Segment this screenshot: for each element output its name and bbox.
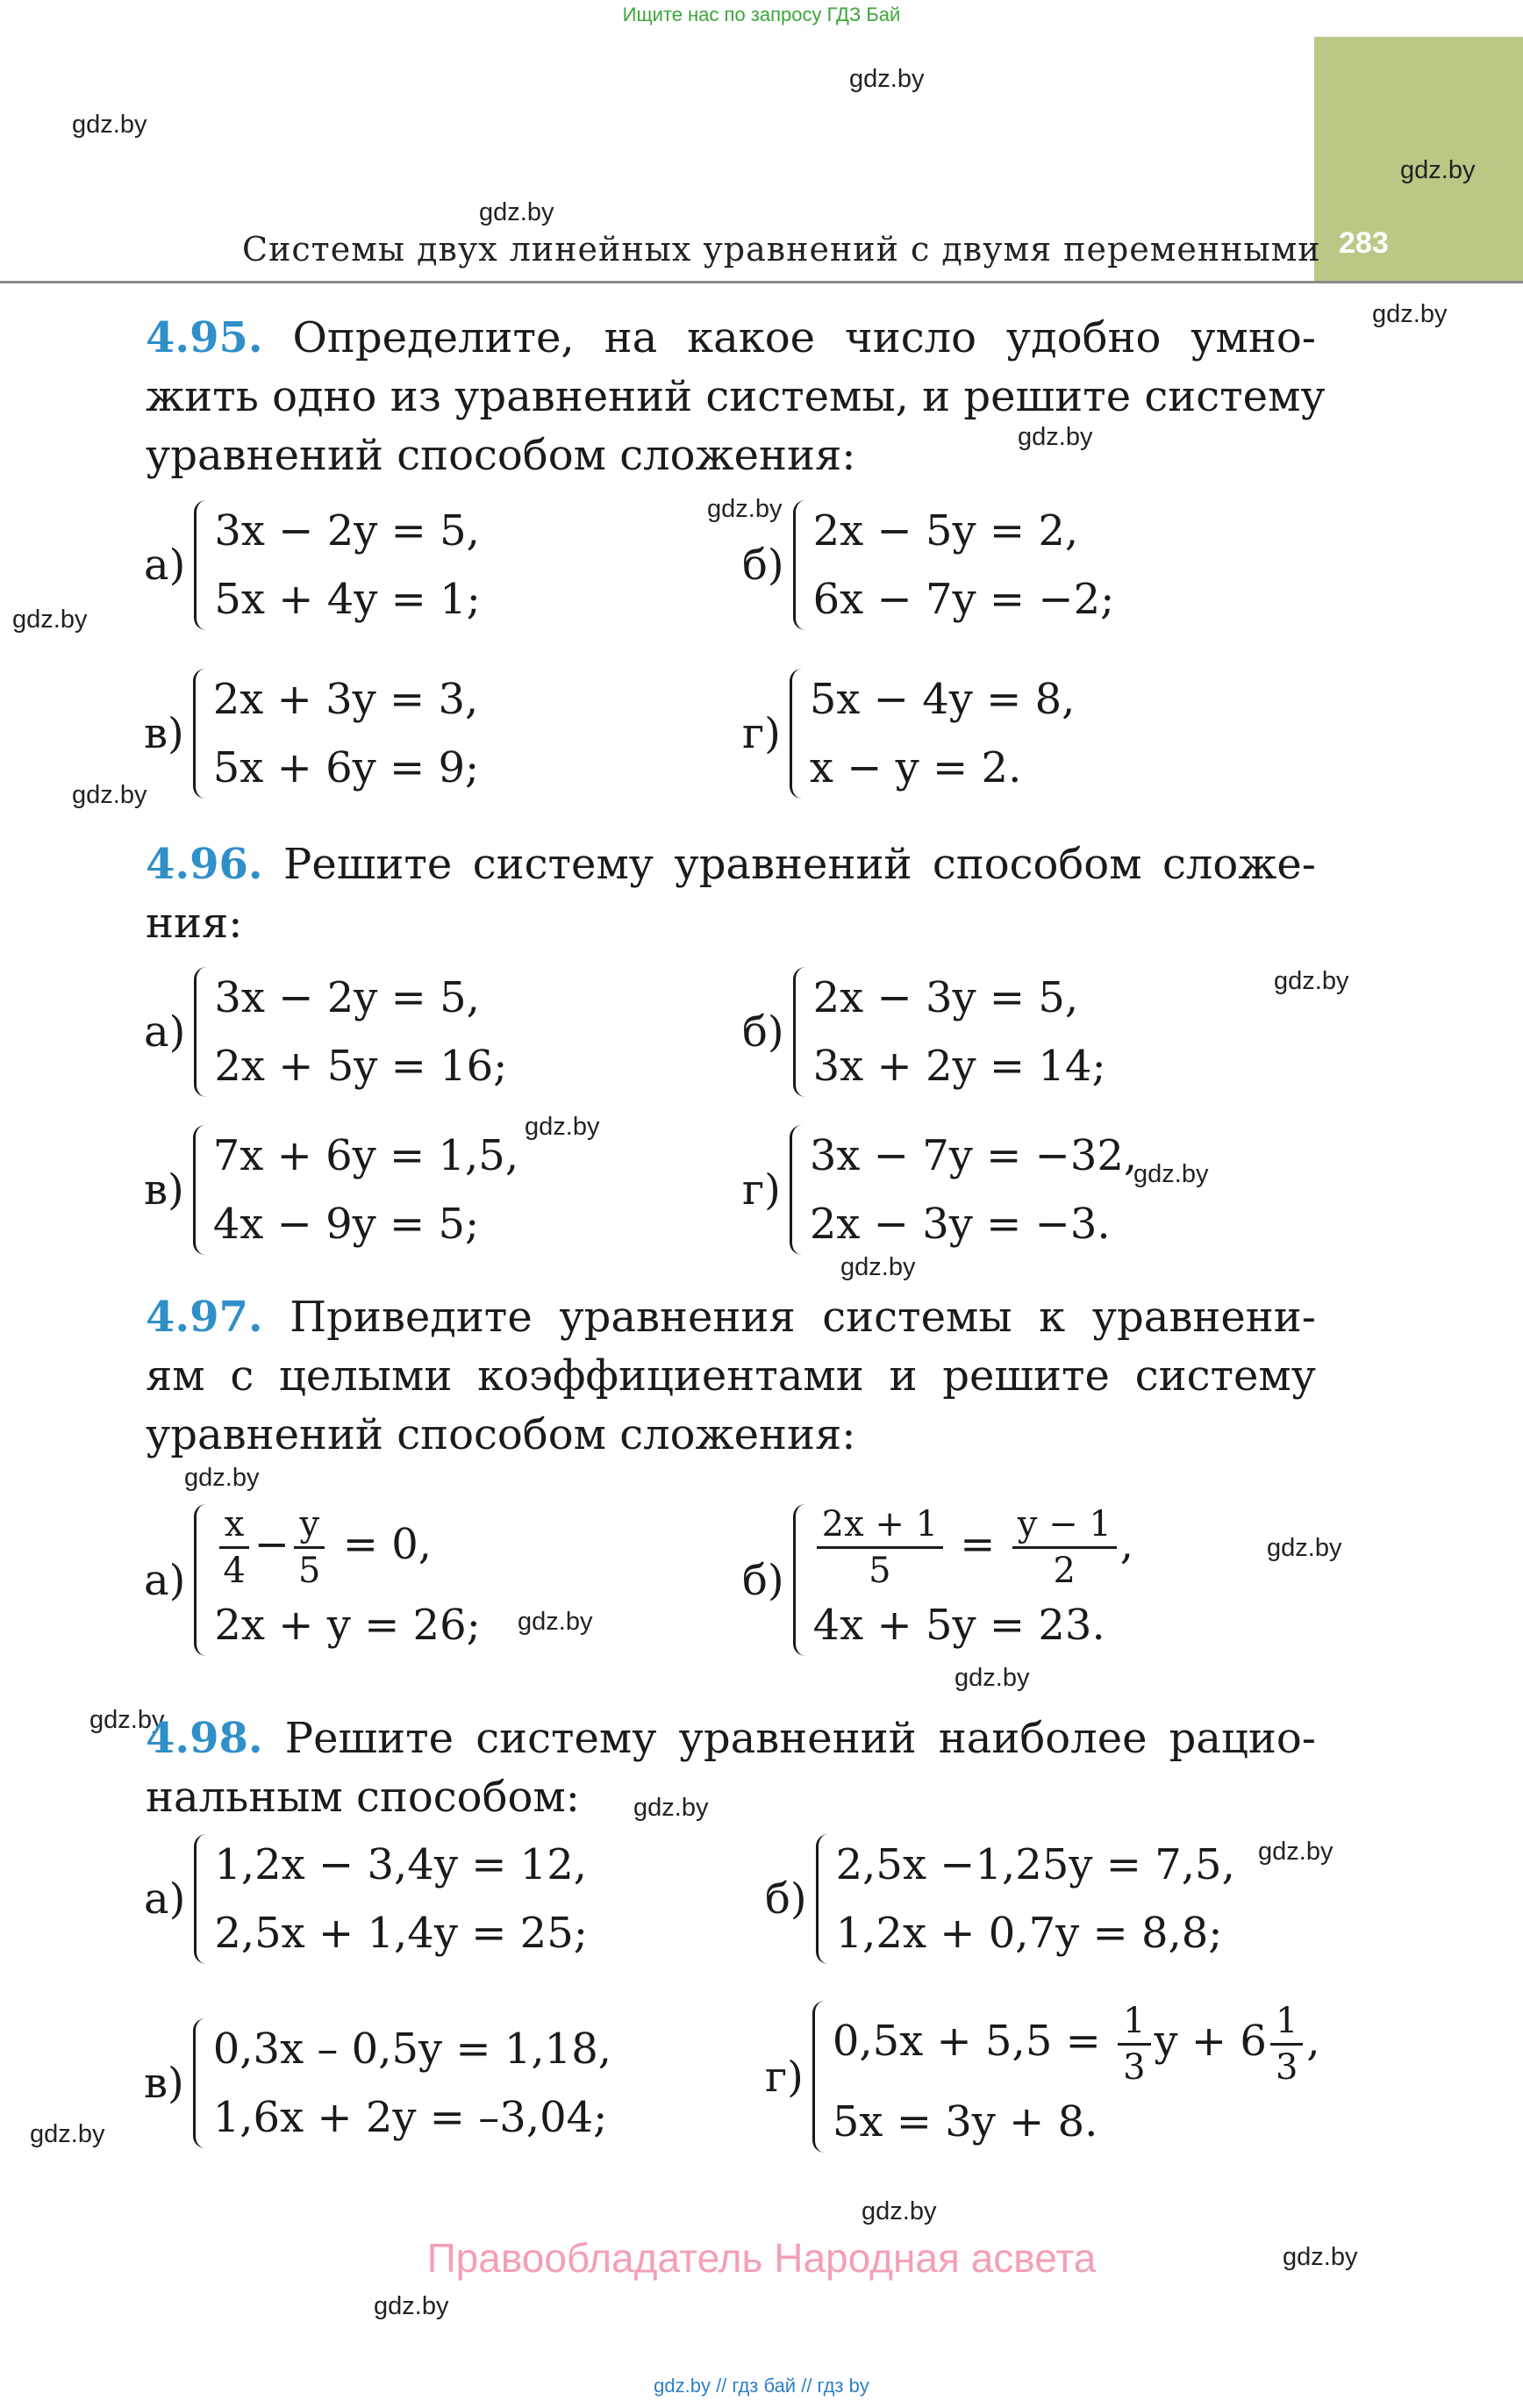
system-4-96-g: г) 3x − 7y = −32, 2x − 3y = −3. <box>742 1122 1137 1258</box>
watermark: gdz.by <box>1283 2243 1358 2271</box>
watermark: gdz.by <box>72 781 147 809</box>
watermark: gdz.by <box>633 1794 709 1822</box>
watermark: gdz.by <box>479 198 554 226</box>
problem-number: 4.95. <box>146 313 263 362</box>
watermark: gdz.by <box>12 606 88 634</box>
system-4-95-g: г) 5x − 4y = 8, x − y = 2. <box>742 665 1075 802</box>
header-rule <box>0 281 1523 283</box>
problem-4-98-statement: 4.98. Решите систему уравнений наиболее рацио- нальным способом: <box>146 1714 1316 1822</box>
system-4-96-b: б) 2x − 3y = 5, 3x + 2y = 14; <box>742 964 1106 1100</box>
system-4-97-a: а) $\frac{x}{4}$ − $\frac{y}{5}$ = 0, 2x + y = 26; <box>144 1501 481 1659</box>
problem-number: 4.96. <box>146 840 263 889</box>
system-4-98-v: в) 0,3x – 0,5y = 1,18, 1,6x + 2y = –3,04; <box>144 2015 611 2152</box>
top-banner: Ищите нас по запросу ГДЗ Бай <box>622 4 901 25</box>
watermark: gdz.by <box>1018 423 1093 451</box>
watermark: gdz.by <box>1400 156 1476 184</box>
watermark: gdz.by <box>518 1608 593 1636</box>
problem-4-95-statement: 4.95. Определите, на какое число удобно умно- жить одно из уравнений системы, и решите систему уравнений способом сложения: <box>146 313 1326 480</box>
watermark: gdz.by <box>1372 300 1448 328</box>
fraction: $\frac{2x + 1}{5}$ <box>817 1504 943 1591</box>
system-4-95-v: в) 2x + 3y = 3, 5x + 6y = 9; <box>144 665 479 802</box>
watermark: gdz.by <box>30 2120 105 2148</box>
watermark: gdz.by <box>525 1113 600 1141</box>
watermark: gdz.by <box>862 2197 937 2225</box>
watermark: gdz.by <box>1258 1838 1334 1866</box>
problem-4-97-statement: 4.97. Приведите уравнения системы к уравнени- ям с целыми коэффициентами и решите систему уравнений способом сложения: <box>146 1293 1316 1459</box>
fraction: $\frac{1}{3}$ <box>1118 2001 1150 2088</box>
fraction: $\frac{x}{4}$ <box>218 1504 250 1591</box>
system-4-96-v: в) 7x + 6y = 1,5, 4x − 9y = 5; <box>144 1122 518 1258</box>
watermark: gdz.by <box>72 111 147 139</box>
fraction: $\frac{1}{3}$ <box>1270 2001 1303 2088</box>
copyright-notice: Правообладатель Народная асвета <box>426 2235 1097 2281</box>
watermark: gdz.by <box>840 1253 916 1281</box>
watermark: gdz.by <box>1267 1534 1342 1562</box>
system-4-95-a: а) 3x − 2y = 5, 5x + 4y = 1; <box>144 497 481 634</box>
page-number: 283 <box>1339 226 1389 260</box>
fraction: $\frac{y}{5}$ <box>293 1504 325 1591</box>
system-4-96-a: а) 3x − 2y = 5, 2x + 5y = 16; <box>144 964 507 1100</box>
fraction: $\frac{y - 1}{2}$ <box>1012 1504 1117 1591</box>
system-4-98-b: б) 2,5x −1,25y = 7,5, 1,2x + 0,7y = 8,8; <box>765 1831 1235 1967</box>
watermark: gdz.by <box>955 1664 1030 1692</box>
system-4-98-g: г) 0,5x + 5,5 = $\frac{1}{3}$ y + 6 $\frac{1}{3}$ , 5x = 3y + 8. <box>765 1997 1320 2156</box>
problem-4-96-statement: 4.96. Решите систему уравнений способом сложе- ния: <box>146 840 1316 948</box>
watermark: gdz.by <box>184 1464 260 1492</box>
watermark: gdz.by <box>89 1706 165 1734</box>
watermark: gdz.by <box>1133 1160 1209 1188</box>
watermark: gdz.by <box>1274 967 1349 995</box>
problem-number: 4.97. <box>146 1293 263 1342</box>
system-4-97-b: б) $\frac{2x + 1}{5}$ = $\frac{y - 1}{2}$ , 4x + 5y = 23. <box>742 1501 1133 1659</box>
system-4-95-b: б) 2x − 5y = 2, 6x − 7y = −2; <box>742 497 1114 634</box>
problem-number: 4.98. <box>146 1714 263 1763</box>
system-4-98-a: а) 1,2x − 3,4y = 12, 2,5x + 1,4y = 25; <box>144 1831 588 1967</box>
watermark: gdz.by <box>707 495 783 523</box>
footer-links[interactable]: gdz.by // гдз бай // гдз by <box>654 2375 869 2397</box>
watermark: gdz.by <box>374 2292 449 2320</box>
watermark: gdz.by <box>849 65 925 93</box>
running-head: Системы двух линейных уравнений с двумя переменными <box>242 230 1321 269</box>
